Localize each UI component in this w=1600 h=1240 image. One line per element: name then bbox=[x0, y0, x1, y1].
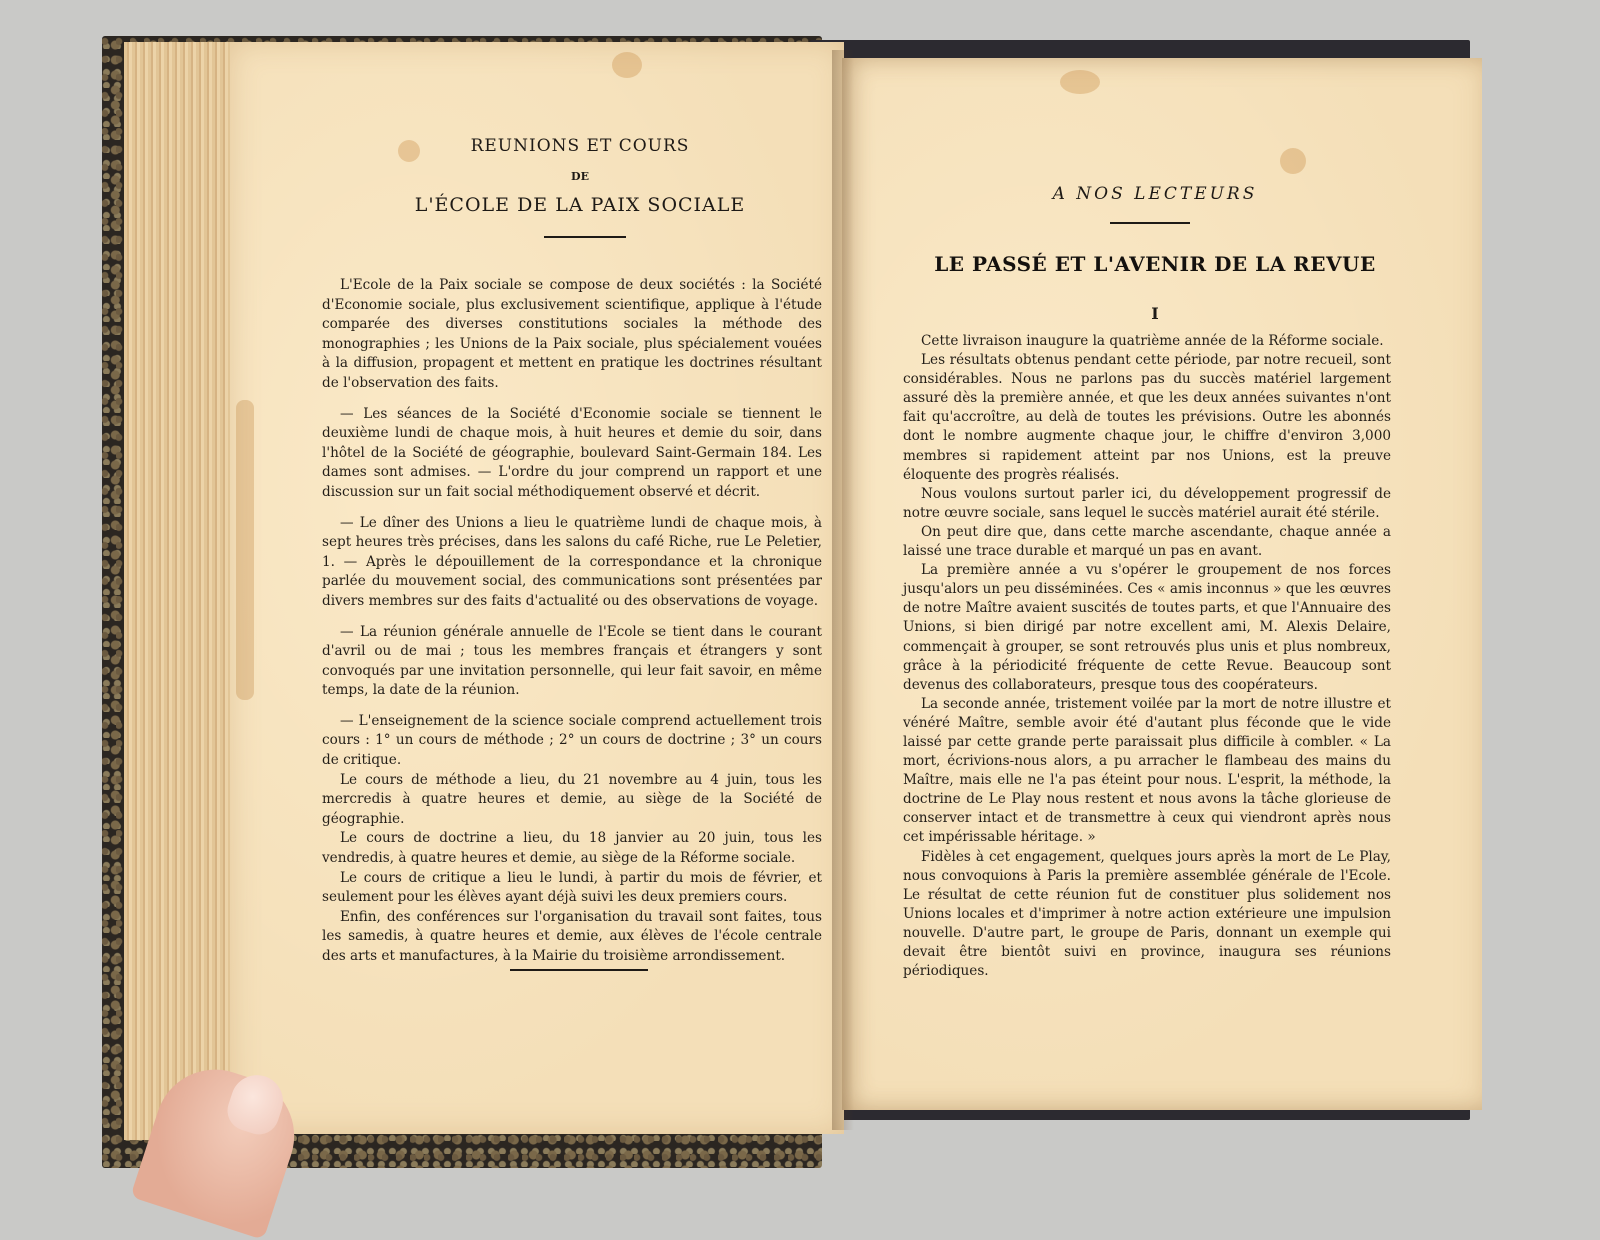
paragraph: Le cours de critique a lieu le lundi, à partir du mois de février, et seulement pour les élèves ayant déjà suivi les deux premiers cours. bbox=[322, 869, 822, 906]
paragraph: L'Ecole de la Paix sociale se compose de deux sociétés : la Société d'Economie sociale, plus exclusivement scientifique, applique à l'étude comparée des diverses constitutions sociales la méthode des monographies ; les Unions de la Paix sociale, plus spécialement vouées à la diffusion, propagent et mettent en pratique les doctrines résultant de l'observation des faits. bbox=[322, 277, 822, 391]
paragraph: — Les séances de la Société d'Economie sociale se tiennent le deuxième lundi de chaque mois, à huit heures et demie du soir, dans l'hôtel de la Société de géographie, boulevard Saint-Germain 184. Les dames sont admises. — L'ordre du jour comprend un rapport et une discussion sur un fait social méthodiquement observé et décrit. bbox=[322, 405, 822, 500]
paragraph: On peut dire que, dans cette marche ascendante, chaque année a laissé une trace durable et marqué un pas en avant. bbox=[903, 523, 1391, 560]
foxing-stain bbox=[1060, 70, 1100, 94]
title-rule bbox=[544, 236, 626, 238]
left-page-title: REUNIONS ET COURS bbox=[470, 136, 690, 156]
paragraph: Nous voulons surtout parler ici, du développement progressif de notre œuvre sociale, sans lequel le succès matériel aurait été stérile. bbox=[903, 485, 1391, 521]
page-edges bbox=[124, 42, 234, 1140]
paragraph: Les résultats obtenus pendant cette période, par notre recueil, sont considérables. Nous ne parlons pas du succès matériel largement assuré dès la première année, et que les deux années suivantes n'ont fait qu'accroître, au delà de toutes les prévisions. Outre les abonnés dont le nombre augmente chaque jour, le chiffre d'environ 3,000 membres si rapidement atteint par nos Unions, est la preuve éloquente des progrès réalisés. bbox=[903, 352, 1391, 483]
paragraph: — L'enseignement de la science sociale comprend actuellement trois cours : 1° un cours de méthode ; 2° un cours de doctrine ; 3° un cours de critique. bbox=[322, 712, 822, 769]
paragraph: Cette livraison inaugure la quatrième année de la Réforme sociale. bbox=[921, 333, 1384, 349]
end-rule bbox=[510, 969, 648, 971]
right-page-heading: LE PASSÉ ET L'AVENIR DE LA REVUE bbox=[934, 252, 1376, 276]
right-page-title: A NOS LECTEURS bbox=[1052, 184, 1258, 204]
paragraph: La seconde année, tristement voilée par la mort de notre illustre et vénéré Maître, semble avoir été d'autant plus féconde que le vide laissé par cette grande perte paraissait plus difficile à combler. « La mort, écrivions-nous alors, a pu arracher le flambeau des mains du Maître, mais elle ne l'a pas éteint pour nous. L'esprit, la méthode, la doctrine de Le Play nous restent et nous avons la tâche glorieuse de conserver intact et de transmettre à ceux qui viendront après nous cet impérissable héritage. » bbox=[903, 695, 1391, 846]
paragraph: — Le dîner des Unions a lieu le quatrième lundi de chaque mois, à sept heures très précises, dans les salons du café Riche, rue Le Peletier, 1. — Après le dépouillement de la correspondance et la chronique parlée du mouvement social, des communications sont présentées par divers membres sur des faits d'actualité ou des observations de voyage. bbox=[322, 514, 822, 609]
left-page-title-de: DE bbox=[571, 170, 589, 183]
paragraph: La première année a vu s'opérer le groupement de nos forces jusqu'alors un peu disséminées. Ces « amis inconnus » que les œuvres de notre Maître avaient suscités de toutes parts, et que l'Annuaire des Unions, si bien dirigé par notre excellent ami, M. Alexis Delaire, commençait à grouper, se sont retrouvés plus unis et plus nombreux, grâce à la périodicité fréquente de cette Revue. Beaucoup sont devenus des collaborateurs, presque tous des coopérateurs. bbox=[903, 562, 1391, 693]
right-page-body bbox=[903, 332, 1391, 981]
paragraph: Le cours de méthode a lieu, du 21 novembre au 4 juin, tous les mercredis à quatre heures et demie, au siège de la Société de géographie. bbox=[322, 771, 822, 827]
section-number: I bbox=[1151, 304, 1159, 323]
foxing-stain bbox=[612, 52, 642, 78]
left-page-subtitle: L'ÉCOLE DE LA PAIX SOCIALE bbox=[414, 194, 746, 216]
foxing-stain bbox=[236, 400, 254, 700]
paragraph: Fidèles à cet engagement, quelques jours après la mort de Le Play, nous convoquions à Paris la première assemblée générale de l'Ecole. Le résultat de cette réunion fut de constituer plus solidement nos Unions locales et d'imprimer à notre action extérieure une impulsion nouvelle. D'autre part, le groupe de Paris, donnant un exemple qui devait être bientôt suivi en province, inaugura ses réunions périodiques. bbox=[903, 848, 1391, 980]
paragraph: Enfin, des conférences sur l'organisation du travail sont faites, tous les samedis, à quatre heures et demie, aux élèves de l'école centrale des arts et manufactures, à la Mairie du troisième arrondissement. bbox=[322, 908, 822, 964]
left-page-body bbox=[322, 276, 822, 967]
paragraph: Le cours de doctrine a lieu, du 18 janvier au 20 juin, tous les vendredis, à quatre heures et demie, au siège de la Réforme sociale. bbox=[322, 830, 822, 867]
title-rule bbox=[1110, 222, 1190, 224]
paragraph: — La réunion générale annuelle de l'Ecole se tient dans le courant d'avril ou de mai ; tous les membres français et étrangers y sont convoqués par une invitation personnelle, qui leur fait savoir, en même temps, la date de la réunion. bbox=[322, 623, 822, 699]
foxing-stain bbox=[1280, 148, 1306, 174]
